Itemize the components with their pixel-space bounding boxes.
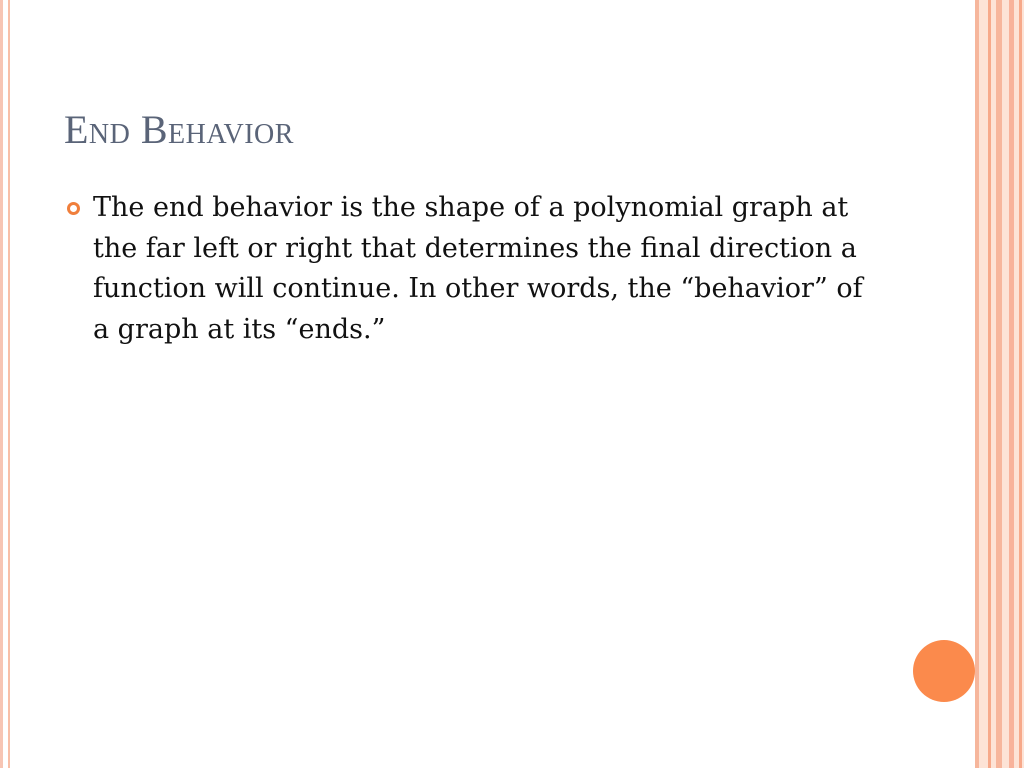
right-stripe-4	[1009, 0, 1014, 768]
left-border-stripe	[0, 0, 3, 768]
slide-title: End Behavior	[64, 107, 294, 152]
right-stripe-3	[996, 0, 1002, 768]
bullet-list	[64, 188, 864, 350]
right-stripe-2	[988, 0, 991, 768]
left-border-stripe-inner	[8, 0, 10, 768]
decorative-circle	[913, 640, 975, 702]
ring-bullet-icon	[67, 202, 80, 215]
bullet-text: The end behavior is the shape of a polynomial graph at the far left or right that determines the final direction a function will continue. In other words, the “behavior” of a graph at its “ends.”	[93, 192, 863, 345]
right-stripe-1	[975, 0, 979, 768]
bullet-item	[64, 188, 864, 350]
right-stripe-5	[1019, 0, 1022, 768]
